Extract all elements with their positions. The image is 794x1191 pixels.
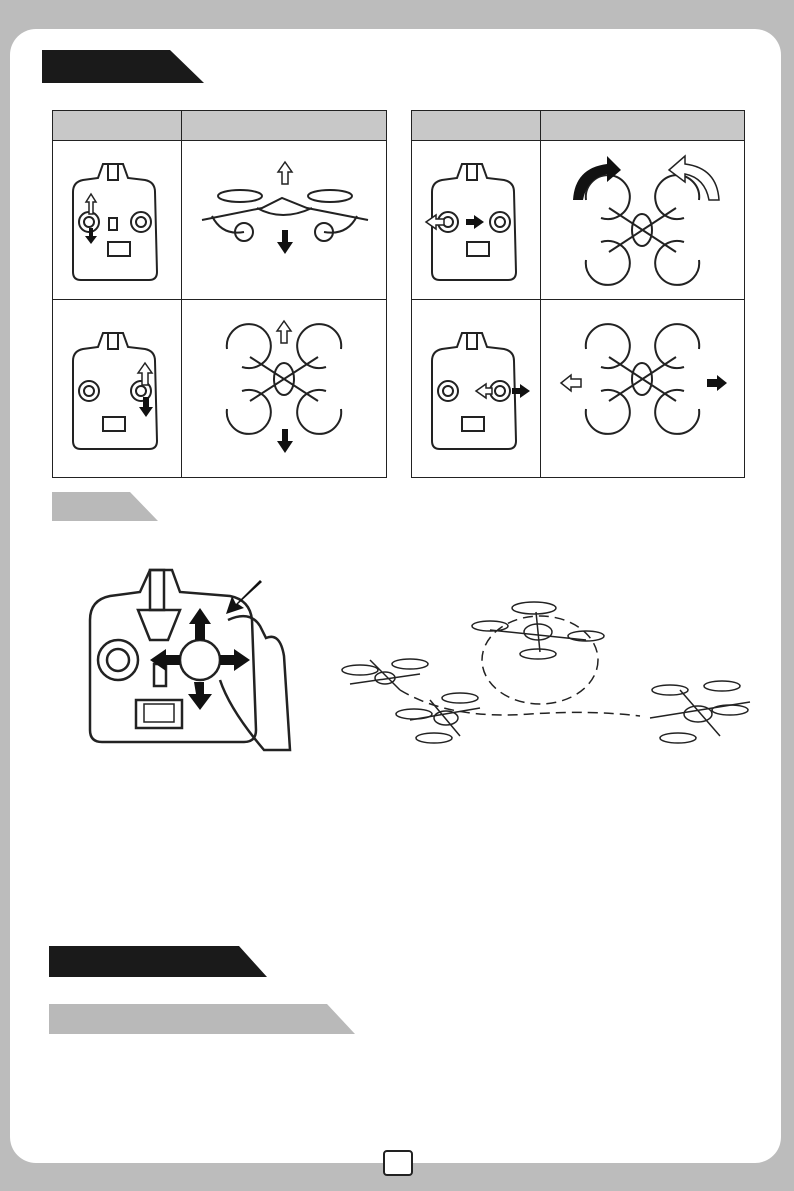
drone-cell-ascend [181, 141, 387, 300]
arrow-left-icon [561, 375, 581, 391]
drone-top-illustration-rotate [541, 142, 744, 299]
arrow-down-icon [188, 682, 212, 710]
arrow-right-icon [707, 375, 727, 391]
arrow-right-icon [466, 215, 484, 229]
section-tab-bottom-light [49, 1004, 355, 1034]
arrow-down-icon [277, 230, 293, 254]
drone-top-illustration-forward [182, 301, 386, 477]
drone-left [342, 659, 428, 690]
arrow-left-icon [426, 215, 444, 229]
transmitter-cell-rotate [412, 141, 541, 300]
transmitter-sideways-illustration [412, 301, 539, 477]
page-number [383, 1150, 413, 1176]
table-left-header-1 [53, 111, 182, 141]
arrow-right-icon [220, 649, 250, 671]
control-table-right [411, 110, 745, 478]
arrow-up-icon [277, 321, 291, 343]
table-right-header-1 [412, 111, 541, 141]
rotate-ccw-icon [669, 156, 719, 200]
section-tab-mid [52, 492, 158, 525]
arrow-down-icon [277, 429, 293, 453]
transmitter-cell-throttle [53, 141, 182, 300]
drone-top [472, 602, 604, 659]
arrow-up-icon [86, 194, 96, 214]
drone-right [650, 681, 750, 743]
arrow-up-icon [189, 608, 211, 640]
transmitter-rotate-illustration [412, 142, 539, 299]
section-tab-controls [42, 50, 204, 83]
drone-cell-sideways [540, 300, 745, 478]
table-left-header-2 [181, 111, 387, 141]
transmitter-cell-sideways [412, 300, 541, 478]
section-tab-bottom-dark [49, 946, 267, 977]
drone-flight-path-illustration [330, 590, 760, 760]
arrow-left-icon [476, 384, 492, 398]
control-table-left [52, 110, 387, 478]
transmitter-cell-forward [53, 300, 182, 478]
arrow-up-icon [278, 162, 292, 184]
table-right-header-2 [540, 111, 745, 141]
transmitter-hand-illustration [80, 560, 320, 760]
transmitter-forward-illustration [53, 301, 180, 477]
drone-cell-forward [181, 300, 387, 478]
transmitter-throttle-illustration [53, 142, 180, 299]
drone-cell-rotate [540, 141, 745, 300]
drone-side-illustration [182, 142, 386, 299]
drone-front [396, 693, 480, 743]
drone-top-illustration-sideways [541, 301, 744, 477]
